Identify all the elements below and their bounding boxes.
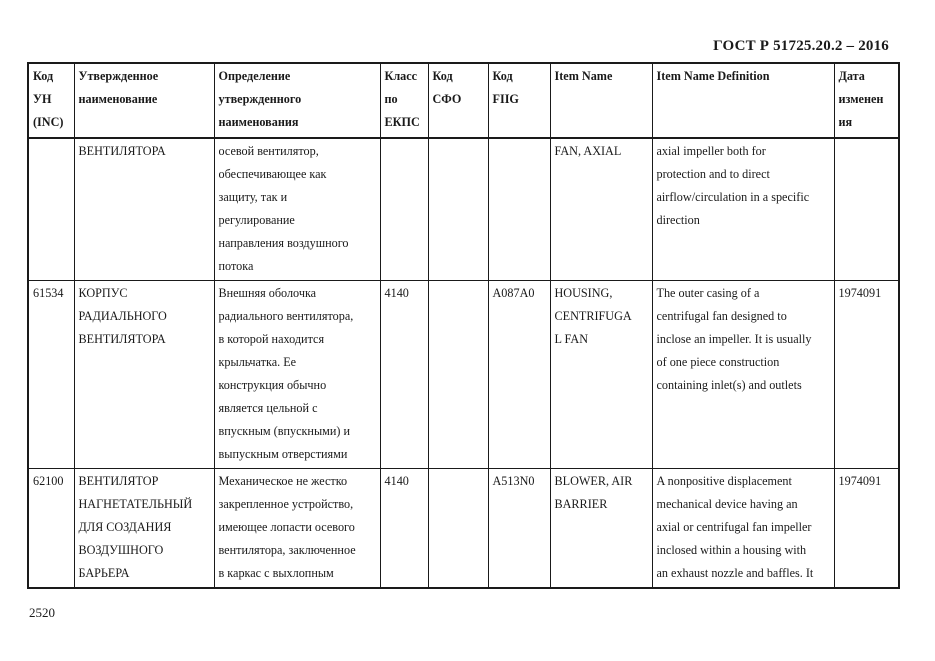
col-header-fiig-code: Код FIIG xyxy=(488,63,550,138)
cell-change-date: 1974091 xyxy=(834,469,899,589)
cell-item-name: FAN, AXIAL xyxy=(550,138,652,281)
cell-ekps-class: 4140 xyxy=(380,469,428,589)
cell-item-name: BLOWER, AIR BARRIER xyxy=(550,469,652,589)
table-row xyxy=(28,281,899,469)
cell-item-name-definition: axial impeller both for protection and to direct airflow/circulation in a specific direction xyxy=(652,138,834,281)
cell-ekps-class: 4140 xyxy=(380,281,428,469)
cell-item-name-definition: A nonpositive displacement mechanical device having an axial or centrifugal fan impeller inclosed within a housing with an exhaust nozzle and baffles. It xyxy=(652,469,834,589)
col-header-approved-name: Утвержденное наименование xyxy=(74,63,214,138)
cell-sfo-code xyxy=(428,281,488,469)
cell-approved-name: ВЕНТИЛЯТОРА xyxy=(74,138,214,281)
cell-item-name: HOUSING, CENTRIFUGA L FAN xyxy=(550,281,652,469)
cell-definition: Механическое не жестко закрепленное устройство, имеющее лопасти осевого вентилятора, заключенное в каркас с выхлопным xyxy=(214,469,380,589)
cell-definition: Внешняя оболочка радиального вентилятора, в которой находится крыльчатка. Ее конструкция обычно является цельной с впускным (впускными) и выпускным отверстиями xyxy=(214,281,380,469)
col-header-definition: Определение утвержденного наименования xyxy=(214,63,380,138)
col-header-inc: Код УН (INC) xyxy=(28,63,74,138)
col-header-item-name: Item Name xyxy=(550,63,652,138)
col-header-sfo-code: Код СФО xyxy=(428,63,488,138)
cell-change-date xyxy=(834,138,899,281)
cell-fiig-code: A087A0 xyxy=(488,281,550,469)
cell-ekps-class xyxy=(380,138,428,281)
cell-fiig-code xyxy=(488,138,550,281)
nomenclature-table xyxy=(27,62,900,589)
cell-sfo-code xyxy=(428,138,488,281)
page-number: 2520 xyxy=(29,605,55,620)
document-standard-header: ГОСТ Р 51725.20.2 – 2016 xyxy=(713,38,889,54)
cell-approved-name: ВЕНТИЛЯТОР НАГНЕТАТЕЛЬНЫЙ ДЛЯ СОЗДАНИЯ ВОЗДУШНОГО БАРЬЕРА xyxy=(74,469,214,589)
cell-change-date: 1974091 xyxy=(834,281,899,469)
cell-inc xyxy=(28,138,74,281)
cell-fiig-code: A513N0 xyxy=(488,469,550,589)
col-header-ekps-class: Класс по ЕКПС xyxy=(380,63,428,138)
cell-item-name-definition: The outer casing of a centrifugal fan designed to inclose an impeller. It is usually of one piece construction containing inlet(s) and outlets xyxy=(652,281,834,469)
cell-inc: 62100 xyxy=(28,469,74,589)
cell-approved-name: КОРПУС РАДИАЛЬНОГО ВЕНТИЛЯТОРА xyxy=(74,281,214,469)
table-header-row xyxy=(28,63,899,138)
cell-inc: 61534 xyxy=(28,281,74,469)
cell-sfo-code xyxy=(428,469,488,589)
col-header-change-date: Дата изменен ия xyxy=(834,63,899,138)
table-row xyxy=(28,469,899,589)
col-header-item-name-definition: Item Name Definition xyxy=(652,63,834,138)
cell-definition: осевой вентилятор, обеспечивающее как защиту, так и регулирование направления воздушного потока xyxy=(214,138,380,281)
table-row xyxy=(28,138,899,281)
